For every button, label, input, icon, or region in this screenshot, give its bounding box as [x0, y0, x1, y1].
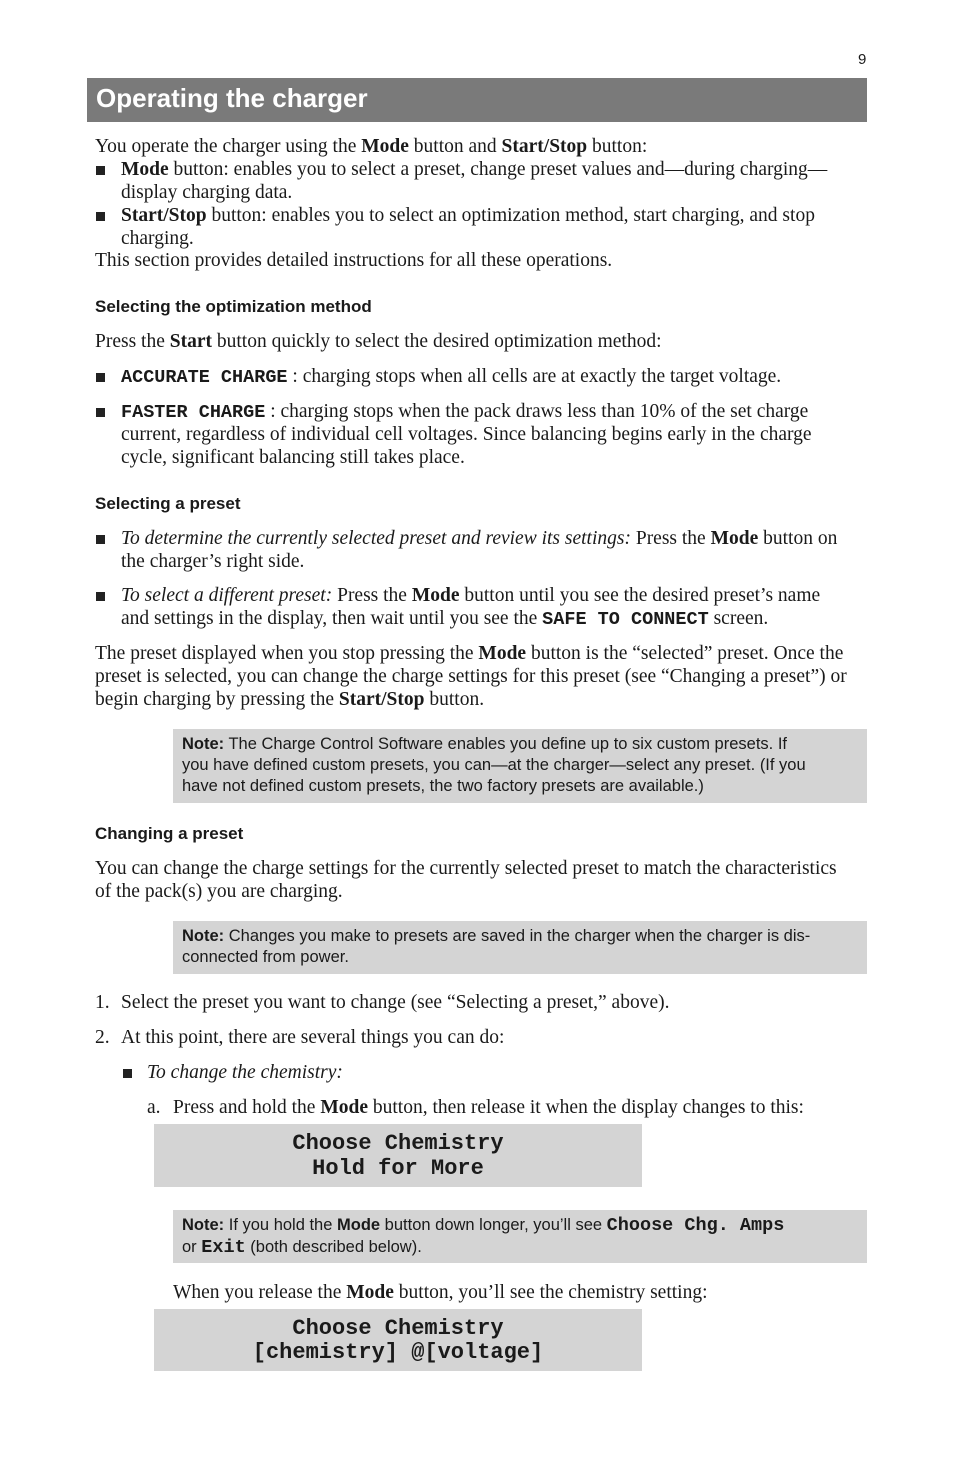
bullet-square-icon: [123, 1069, 132, 1078]
paragraph: begin charging by pressing the Start/Stop button.: [95, 689, 485, 710]
bullet-text: Mode button: enables you to select a preset, change preset values and—during charging—: [121, 159, 828, 180]
paragraph: The preset displayed when you stop pressing the Mode button is the “selected” preset. Once the: [95, 643, 844, 664]
bullet-text: and settings in the display, then wait until you see the SAFE TO CONNECT screen.: [121, 608, 769, 630]
substep-letter: a.: [147, 1097, 161, 1118]
bullet-square-icon: [96, 592, 105, 601]
note-text: have not defined custom presets, the two factory presets are available.): [182, 777, 704, 795]
section-heading: Selecting a preset: [95, 494, 241, 513]
charger-display: [154, 1124, 642, 1187]
note-text: Note: Changes you make to presets are saved in the charger when the charger is dis-: [182, 927, 811, 945]
paragraph: preset is selected, you can change the charge settings for this preset (see “Changing a preset”) or: [95, 666, 847, 687]
title-bar: [87, 78, 867, 122]
section-heading: Changing a preset: [95, 824, 244, 843]
paragraph: of the pack(s) you are charging.: [95, 881, 343, 902]
bullet-text: charging.: [121, 228, 194, 249]
bullet-text: cycle, significant balancing still takes place.: [121, 447, 465, 468]
page-title: Operating the charger: [96, 83, 368, 113]
note-box: [173, 921, 867, 974]
paragraph: When you release the Mode button, you’ll see the chemistry setting:: [173, 1282, 708, 1303]
bullet-text: ACCURATE CHARGE : charging stops when all cells are at exactly the target voltage.: [121, 366, 782, 388]
intro-paragraph: You operate the charger using the Mode button and Start/Stop button:: [95, 136, 648, 157]
note-text: or Exit (both described below).: [182, 1237, 422, 1258]
note-text: Note: If you hold the Mode button down longer, you’ll see Choose Chg. Amps: [182, 1215, 785, 1236]
display-line: Choose Chemistry: [292, 1316, 504, 1341]
bullet-square-icon: [96, 212, 105, 221]
step-text: Select the preset you want to change (see “Selecting a preset,” above).: [121, 992, 670, 1013]
bullet-text: FASTER CHARGE : charging stops when the pack draws less than 10% of the set charge: [121, 401, 809, 423]
display-line: [chemistry] @[voltage]: [252, 1340, 544, 1365]
paragraph: Press the Start button quickly to select the desired optimization method:: [95, 331, 662, 352]
note-box: [173, 729, 867, 803]
paragraph: You can change the charge settings for the currently selected preset to match the characteristics: [95, 858, 837, 879]
bullet-square-icon: [96, 166, 105, 175]
bullet-square-icon: [96, 408, 105, 417]
note-text: connected from power.: [182, 948, 349, 966]
sub-bullet-text: To change the chemistry:: [147, 1062, 343, 1083]
bullet-square-icon: [96, 373, 105, 382]
bullet-text: the charger’s right side.: [121, 551, 305, 572]
note-box: [173, 1210, 867, 1263]
intro-paragraph: This section provides detailed instructions for all these operations.: [95, 250, 613, 271]
step-text: At this point, there are several things you can do:: [121, 1027, 505, 1048]
bullet-text: Start/Stop button: enables you to select an optimization method, start charging, and stop: [121, 205, 815, 226]
charger-display: [154, 1309, 642, 1371]
section-heading: Selecting the optimization method: [95, 297, 372, 316]
substep-text: Press and hold the Mode button, then release it when the display changes to this:: [173, 1097, 804, 1118]
bullet-text: current, regardless of individual cell voltages. Since balancing begins early in the charge: [121, 424, 812, 445]
bullet-text: display charging data.: [121, 182, 293, 203]
display-line: Choose Chemistry: [292, 1131, 504, 1156]
step-number: 1.: [95, 992, 110, 1013]
bullet-square-icon: [96, 535, 105, 544]
page-number: 9: [858, 51, 867, 68]
display-line: Hold for More: [312, 1156, 484, 1181]
note-text: Note: The Charge Control Software enables you define up to six custom presets. If: [182, 735, 788, 753]
bullet-text: To select a different preset: Press the Mode button until you see the desired preset’s name: [121, 585, 821, 606]
step-number: 2.: [95, 1027, 110, 1048]
note-text: you have defined custom presets, you can—at the charger—select any preset. (If you: [182, 756, 806, 774]
bullet-text: To determine the currently selected preset and review its settings: Press the Mode button on: [121, 528, 838, 549]
